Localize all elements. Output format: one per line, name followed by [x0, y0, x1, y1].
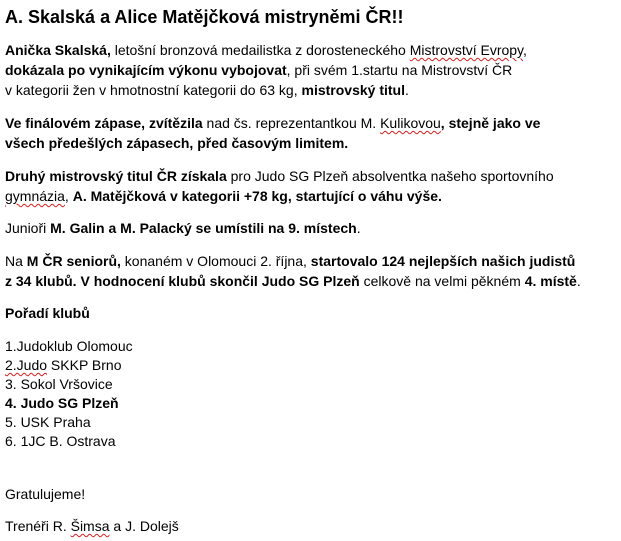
text-span: Trenéři R. [5, 518, 71, 534]
text-span: , [523, 42, 527, 58]
text-span: celkově na velmi pěkném [359, 273, 525, 289]
ranking-heading-text: Pořadí klubů [5, 305, 90, 321]
paragraph-1-line-1 [5, 42, 527, 58]
text-span: v kategorii žen v hmotnostní kategorii do 63 kg, [5, 82, 302, 98]
bold-span: startovalo 124 nejlepších našich judistů [310, 253, 576, 269]
spellcheck-word: Šimsa [70, 518, 110, 534]
bold-span: z 34 klubů. V hodnocení klubů skončil Judo SG Plzeň [5, 273, 360, 289]
name-anicka-skalska: Anička Skalská, [5, 42, 111, 58]
text-span: nad čs. reprezentantkou M. [202, 115, 381, 131]
text-span: . [576, 273, 581, 289]
text-span: Na [5, 253, 27, 269]
paragraph-1-line-3 [5, 82, 409, 98]
text-span: letošní bronzová medailistka z dorosteneckého [110, 42, 410, 58]
bold-span: 4. místě [524, 273, 577, 289]
ranking-item-3: 3. Sokol Vršovice [5, 376, 113, 392]
text-span: . [404, 82, 409, 98]
ranking-heading [5, 305, 90, 321]
coaches-signature [5, 518, 179, 534]
bold-span: Ve finálovém zápase, zvítězila [5, 115, 203, 131]
bold-span: A. Matějčková v kategorii +78 kg, startující o váhu výše. [72, 188, 442, 204]
paragraph-2-line-1 [5, 115, 540, 131]
bold-span: M. Galin a M. Palacký se umístili na 9. místech [50, 220, 357, 236]
spellcheck-word: Kulikovou [380, 115, 441, 131]
article-title: A. Skalská a Alice Matějčková mistryněmi ČR!! [5, 7, 404, 27]
paragraph-2-line-2 [5, 135, 348, 151]
ranking-item-6: 6. 1JC B. Ostrava [5, 433, 116, 449]
text-span: . [356, 220, 361, 236]
text-span: a J. Dolejš [109, 518, 179, 534]
paragraph-5-line-1 [5, 253, 575, 269]
spellcheck-word: Mistrovství Evropy [409, 42, 524, 58]
bold-span: dokázala po vynikajícím výkonu vybojovat [5, 62, 287, 78]
spellcheck-word: gymnázia [5, 188, 65, 204]
text-span: SKKP Brno [47, 357, 122, 373]
ranking-item-5: 5. USK Praha [5, 414, 91, 430]
text-span: , při svém 1.startu na Mistrovství ČR [286, 62, 513, 78]
bold-span: mistrovský titul [301, 82, 405, 98]
paragraph-5-line-2 [5, 273, 581, 289]
ranking-item-4: 4. Judo SG Plzeň [5, 395, 119, 411]
paragraph-1-line-2 [5, 62, 512, 78]
paragraph-3-line-1 [5, 168, 554, 184]
text-span: pro Judo SG Plzeň absolventka našeho sportovního [226, 168, 554, 184]
text-span: Junioři [5, 220, 51, 236]
bold-span: Druhý mistrovský titul ČR získala [5, 168, 227, 184]
bold-span: M ČR seniorů, [26, 253, 121, 269]
paragraph-4 [5, 220, 361, 236]
text-span: , [64, 188, 73, 204]
text-span: konaném v Olomouci 2. října, [120, 253, 311, 269]
spellcheck-word: 2.Judo [5, 357, 48, 373]
congratulations: Gratulujeme! [5, 486, 86, 502]
paragraph-3-line-2 [5, 188, 442, 204]
ranking-item-1: 1.Judoklub Olomouc [5, 338, 133, 354]
ranking-item-2 [5, 357, 122, 373]
bold-span: všech předešlých zápasech, před časovým limitem. [5, 135, 349, 151]
bold-span: , stejně jako ve [440, 115, 541, 131]
